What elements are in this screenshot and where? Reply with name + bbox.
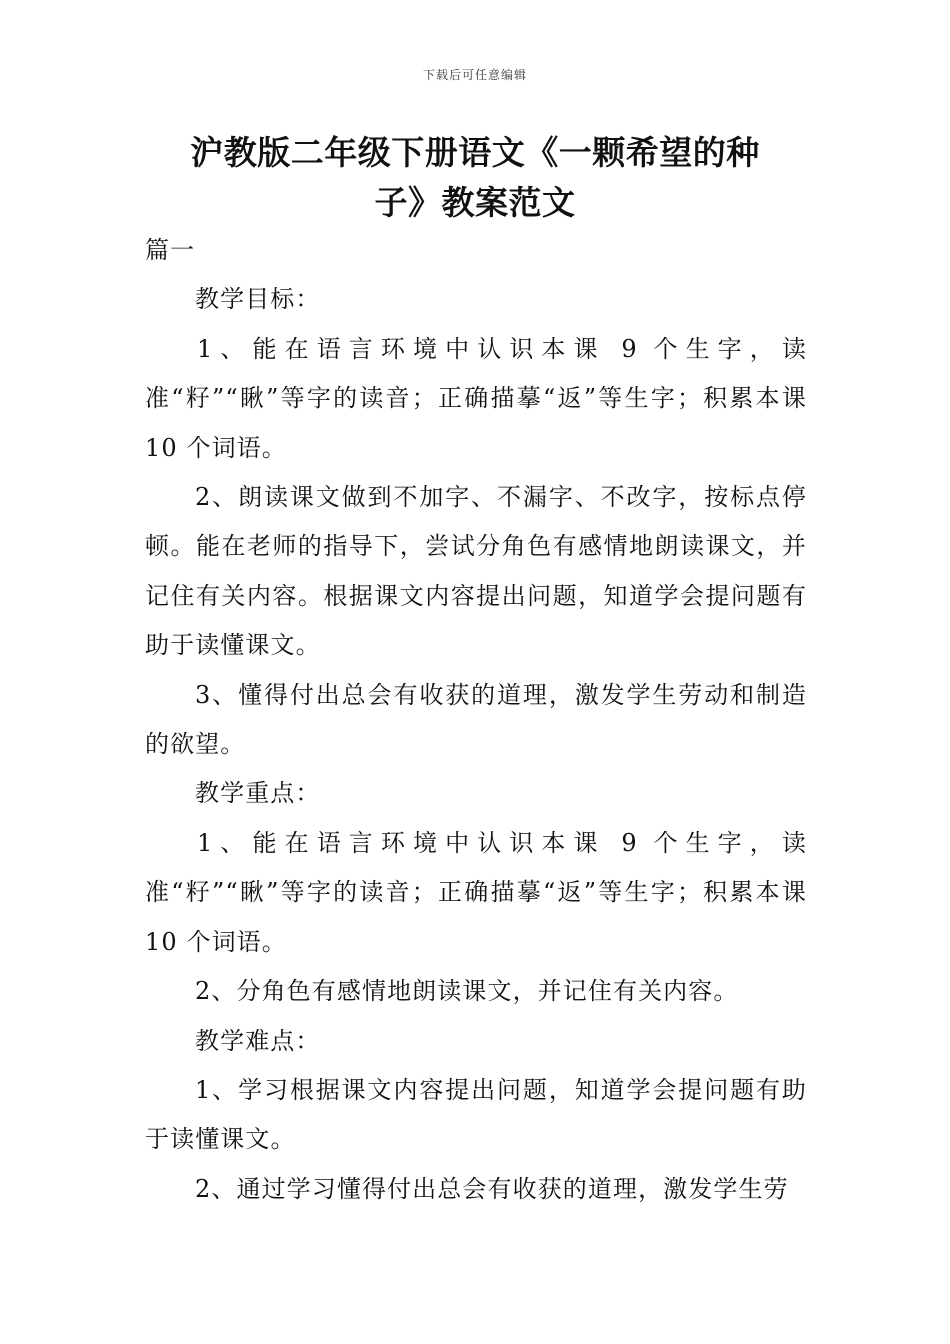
paragraph: 3、懂得付出总会有收获的道理，激发学生劳动和制造的欲望。 <box>145 680 807 759</box>
subheading-difficulties: 教学难点： <box>195 1026 321 1055</box>
subheading-objectives: 教学目标： <box>195 285 321 314</box>
document-title <box>145 128 805 228</box>
paragraph: 1、学习根据课文内容提出问题，知道学会提问题有助于读懂课文。 <box>145 1075 807 1154</box>
subheading-key-points: 教学重点： <box>195 779 321 808</box>
document-body <box>145 226 807 1214</box>
title-line-2: 子》教案范文 <box>374 183 576 222</box>
paragraph: 2、分角色有感情地朗读课文，并记住有关内容。 <box>195 977 739 1006</box>
header-note: 下载后可任意编辑 <box>422 68 527 82</box>
paragraph: 1、能在语言环境中认识本课 9 个生字，读准“籽”“瞅”等字的读音；正确描摹“返”等生字；积累本课 10 个词语。 <box>145 334 807 462</box>
section-heading: 篇一 <box>145 236 196 264</box>
title-line-1: 沪教版二年级下册语文《一颗希望的种 <box>190 133 760 172</box>
paragraph: 2、朗读课文做到不加字、不漏字、不改字，按标点停顿。能在老师的指导下，尝试分角色有感情地朗读课文，并记住有关内容。根据课文内容提出问题，知道学会提问题有助于读懂课文。 <box>145 483 807 660</box>
paragraph: 2、通过学习懂得付出总会有收获的道理，激发学生劳 <box>195 1174 789 1203</box>
paragraph: 1、能在语言环境中认识本课 9 个生字，读准“籽”“瞅”等字的读音；正确描摹“返”等生字；积累本课 10 个词语。 <box>145 828 807 956</box>
